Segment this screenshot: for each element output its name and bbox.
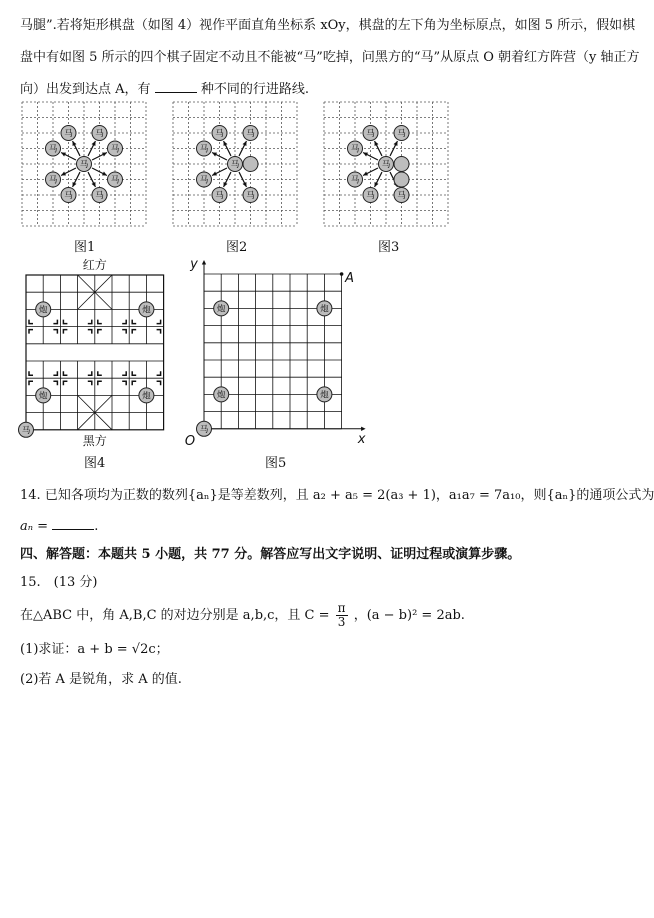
target-horse-piece-label: 马 — [215, 191, 224, 202]
cannon-piece — [214, 301, 229, 316]
cannon-piece — [317, 387, 332, 402]
position-mark — [88, 320, 92, 324]
problem13-line1: 马腿”.若将矩形棋盘（如图 4）视作平面直角坐标系 xOy，棋盘的左下角为坐标原点，如图 5 所示，假如棋 — [20, 18, 636, 33]
center-horse-piece-label: 马 — [230, 160, 240, 171]
target-horse-piece — [197, 141, 212, 156]
position-mark — [157, 330, 161, 334]
problem15-part2: (2)若 A 是锐角，求 A 的值. — [20, 672, 182, 687]
black-horse-origin-label: 马 — [21, 425, 31, 436]
target-horse-piece-label: 马 — [397, 191, 406, 202]
position-mark — [29, 320, 33, 324]
cannon-piece — [214, 387, 229, 402]
problem13-line3-start: 向）出发到达点 A，有 — [20, 82, 151, 97]
target-horse-piece-label: 马 — [350, 175, 360, 186]
problem13-line2: 盘中有如图 5 所示的四个棋子固定不动且不能被“马”吃掉，问黑方的“马”从原点 O 朝着红方阵营（y 轴正方 — [20, 50, 640, 65]
problem15-stem — [20, 602, 465, 629]
arrow-head — [361, 427, 366, 431]
position-mark — [98, 371, 102, 375]
origin-label: O — [184, 433, 196, 449]
problem14-line2 — [20, 517, 98, 534]
red-cannon-right — [139, 302, 154, 317]
position-mark — [29, 381, 33, 385]
target-horse-piece — [348, 172, 363, 187]
center-horse-piece-label: 马 — [79, 160, 89, 171]
fraction-denominator: 3 — [337, 615, 346, 629]
point-a-label: A — [345, 271, 355, 286]
target-horse-piece — [363, 126, 378, 141]
position-mark — [122, 320, 126, 324]
black-cannon-left-label: 炮 — [38, 391, 48, 402]
problem14-blank — [52, 517, 94, 530]
target-horse-piece-label: 马 — [199, 144, 209, 155]
position-mark — [157, 381, 161, 385]
position-mark — [88, 371, 92, 375]
target-horse-piece — [212, 188, 227, 203]
problem15-number: 15. (13 分) — [20, 575, 98, 590]
center-horse-piece-label: 马 — [381, 160, 391, 171]
figure-3 — [322, 100, 450, 232]
target-horse-piece — [243, 126, 258, 141]
target-horse-piece-label: 马 — [397, 129, 406, 140]
target-horse-piece-label: 马 — [95, 191, 104, 202]
position-mark — [53, 320, 57, 324]
center-horse-piece — [379, 157, 394, 172]
figure-5-grid — [182, 254, 366, 450]
target-horse-piece — [46, 172, 61, 187]
target-horse-piece — [243, 188, 258, 203]
arrow-head — [202, 260, 206, 265]
blocking-piece — [243, 157, 258, 172]
cannon-piece-label: 炮 — [216, 304, 226, 315]
position-mark — [98, 330, 102, 334]
target-horse-piece — [92, 126, 107, 141]
target-horse-piece — [46, 141, 61, 156]
position-mark — [63, 371, 67, 375]
answer-blank — [155, 80, 197, 93]
target-horse-piece-label: 马 — [48, 144, 58, 155]
x-axis-label: x — [357, 431, 366, 447]
red-side-label: 红方 — [82, 258, 107, 272]
red-cannon-right-label: 炮 — [142, 305, 151, 316]
point-a — [340, 272, 344, 276]
position-mark — [53, 381, 57, 385]
target-horse-piece-label: 马 — [199, 175, 209, 186]
center-horse-piece — [77, 157, 92, 172]
y-axis-label: y — [190, 257, 198, 272]
position-mark — [122, 371, 126, 375]
position-mark — [122, 381, 126, 385]
target-horse-piece — [108, 141, 123, 156]
position-mark — [132, 381, 136, 385]
target-horse-piece — [92, 188, 107, 203]
problem15-stem-b: ，(a − b)² = 2ab. — [353, 608, 465, 623]
figure-4-caption: 图4 — [84, 456, 106, 471]
position-mark — [63, 381, 67, 385]
black-cannon-right-label: 炮 — [142, 391, 151, 402]
position-mark — [157, 371, 161, 375]
position-mark — [122, 330, 126, 334]
target-horse-piece-label: 马 — [64, 191, 73, 202]
horse-origin-piece — [197, 421, 212, 436]
target-horse-piece-label: 马 — [366, 129, 375, 140]
figure-4-board — [14, 255, 184, 449]
position-mark — [132, 371, 136, 375]
black-side-label: 黑方 — [82, 433, 107, 448]
position-mark — [157, 320, 161, 324]
section-heading: 四、解答题：本题共 5 小题，共 77 分。解答应写出文字说明、证明过程或演算步骤。 — [20, 547, 521, 562]
target-horse-piece — [108, 172, 123, 187]
problem15-stem-a: 在△ABC 中，角 A,B,C 的对边分别是 a,b,c，且 C = — [20, 608, 330, 623]
position-mark — [63, 330, 67, 334]
position-mark — [53, 371, 57, 375]
horse-origin-piece-label: 马 — [199, 424, 209, 435]
center-horse-piece — [228, 157, 243, 172]
blocking-piece — [394, 172, 409, 187]
target-horse-piece — [61, 126, 76, 141]
target-horse-piece-label: 马 — [246, 191, 255, 202]
target-horse-piece-label: 马 — [350, 144, 360, 155]
figure-5-caption: 图5 — [265, 456, 287, 471]
cannon-piece-label: 炮 — [320, 304, 329, 315]
black-cannon-right — [139, 388, 154, 403]
problem14-line1 — [20, 484, 654, 503]
problem13-line3 — [20, 78, 309, 97]
position-mark — [98, 320, 102, 324]
target-horse-piece — [197, 172, 212, 187]
target-horse-piece — [348, 141, 363, 156]
problem15-part1: (1)求证：a + b = √2c； — [20, 642, 169, 657]
problem14-answer-lhs: aₙ = — [20, 519, 49, 534]
target-horse-piece-label: 马 — [64, 129, 73, 140]
target-horse-piece — [363, 188, 378, 203]
position-mark — [132, 330, 136, 334]
figure-2 — [171, 100, 299, 232]
red-cannon-left-label: 炮 — [38, 305, 48, 316]
figure-2-caption: 图2 — [226, 240, 248, 255]
target-horse-piece-label: 马 — [110, 175, 120, 186]
target-horse-piece-label: 马 — [246, 129, 255, 140]
target-horse-piece — [212, 126, 227, 141]
problem14-period: . — [94, 519, 99, 534]
fraction-pi-over-3 — [336, 602, 348, 629]
black-horse-origin — [19, 422, 34, 437]
position-mark — [88, 330, 92, 334]
cannon-piece-label: 炮 — [216, 390, 226, 401]
cannon-piece-label: 炮 — [320, 390, 329, 401]
target-horse-piece-label: 马 — [366, 191, 375, 202]
target-horse-piece-label: 马 — [110, 144, 120, 155]
position-mark — [29, 330, 33, 334]
figure-3-caption: 图3 — [378, 240, 400, 255]
position-mark — [98, 381, 102, 385]
position-mark — [63, 320, 67, 324]
figure-1 — [20, 100, 148, 232]
black-cannon-left — [36, 388, 51, 403]
blocking-piece — [394, 157, 409, 172]
target-horse-piece-label: 马 — [95, 129, 104, 140]
target-horse-piece-label: 马 — [48, 175, 58, 186]
target-horse-piece — [394, 188, 409, 203]
target-horse-piece-label: 马 — [215, 129, 224, 140]
position-mark — [132, 320, 136, 324]
fraction-numerator: π — [337, 601, 346, 615]
problem13-line3-end: 种不同的行进路线. — [200, 82, 309, 97]
problem14-number: 14. — [20, 488, 41, 503]
position-mark — [29, 371, 33, 375]
position-mark — [88, 381, 92, 385]
position-mark — [53, 330, 57, 334]
target-horse-piece — [61, 188, 76, 203]
cannon-piece — [317, 301, 332, 316]
problem14-text: 已知各项均为正数的数列{aₙ}是等差数列，且 a₂ + a₅ = 2(a₃ + 1)，a₁a₇ = 7a₁₀，则{aₙ}的通项公式为 — [44, 488, 654, 503]
target-horse-piece — [394, 126, 409, 141]
red-cannon-left — [36, 302, 51, 317]
figure-1-caption: 图1 — [74, 240, 96, 255]
